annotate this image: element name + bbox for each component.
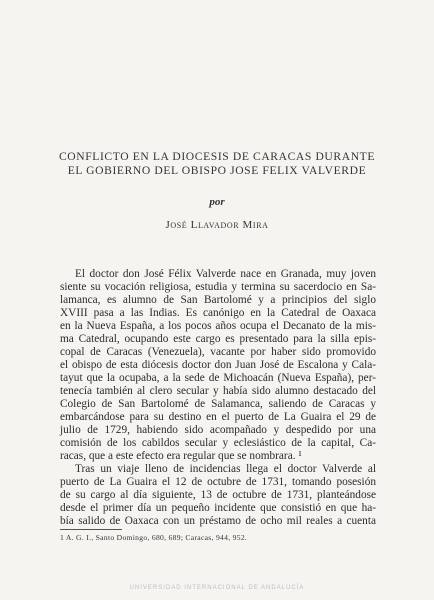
body-line: tenecía también al clero secular y había sido alumno destacado del bbox=[60, 385, 376, 397]
body-line: racas, que a este efecto era regular que se nombrara. ¹ bbox=[60, 450, 302, 462]
body-line: lamanca, es alumno de San Bartolomé y a principios del siglo bbox=[60, 294, 376, 306]
byline-por: por bbox=[209, 196, 225, 208]
body-line: julio de 1729, habiendo sido acompañado y despedido por una bbox=[60, 424, 376, 436]
footnote: 1 A. G. I., Santo Domingo, 680, 689; Caracas, 944, 952. bbox=[60, 533, 248, 542]
body-line: El doctor don José Félix Valverde nace en Granada, muy joven bbox=[75, 268, 376, 280]
body-line: embarcándose para su destino en el puerto de La Guaira el 29 de bbox=[60, 411, 376, 423]
body-line: siente su vocación religiosa, estudia y termina su sacerdocio en Sa- bbox=[60, 281, 376, 293]
body-line: puerto de La Guaira el 12 de octubre de 1731, tomando posesión bbox=[60, 476, 376, 488]
body-line: ma Catedral, ocupando este cargo es presentado para la silla epis- bbox=[60, 333, 376, 345]
body-line: desde el primer día un pequeño incidente que consistió en que ha- bbox=[60, 502, 376, 514]
body-line: comisión de los cabildos secular y eclesiástico de la capital, Ca- bbox=[60, 437, 376, 449]
body-line: bía salido de Oaxaca con un préstamo de ocho mil reales a cuenta bbox=[60, 515, 376, 527]
body-line: el obispo de esta diócesis doctor don Juan José de Escalona y Cala- bbox=[60, 359, 376, 371]
body-line: de su cargo al día siguiente, 13 de octubre de 1731, planteándose bbox=[60, 489, 376, 501]
body-line: Colegio de San Bartolomé de Salamanca, saliendo de Caracas y bbox=[60, 398, 376, 410]
body-line: XVIII pasa a las Indias. Es canónigo en la Catedral de Oaxaca bbox=[60, 307, 376, 319]
body-line: en la Nueva España, a los pocos años ocupa el Decanato de la mis- bbox=[60, 320, 376, 332]
body-line: copal de Caracas (Venezuela), vacante por haber sido promovido bbox=[60, 346, 376, 358]
article-title-line-1: CONFLICTO EN LA DIOCESIS DE CARACAS DURANTE bbox=[58, 150, 376, 163]
page-footer: UNIVERSIDAD INTERNACIONAL DE ANDALUCÍA bbox=[129, 585, 305, 591]
footnote-rule bbox=[60, 529, 122, 530]
body-line: Tras un viaje lleno de incidencias llega el doctor Valverde al bbox=[75, 463, 376, 475]
body-line: tayut que la ocupaba, a la sede de Michoacán (Nueva España), per- bbox=[60, 372, 376, 384]
article-title-line-2: EL GOBIERNO DEL OBISPO JOSE FELIX VALVERDE bbox=[67, 164, 367, 177]
author-name: José Llavador Mira bbox=[165, 219, 269, 231]
